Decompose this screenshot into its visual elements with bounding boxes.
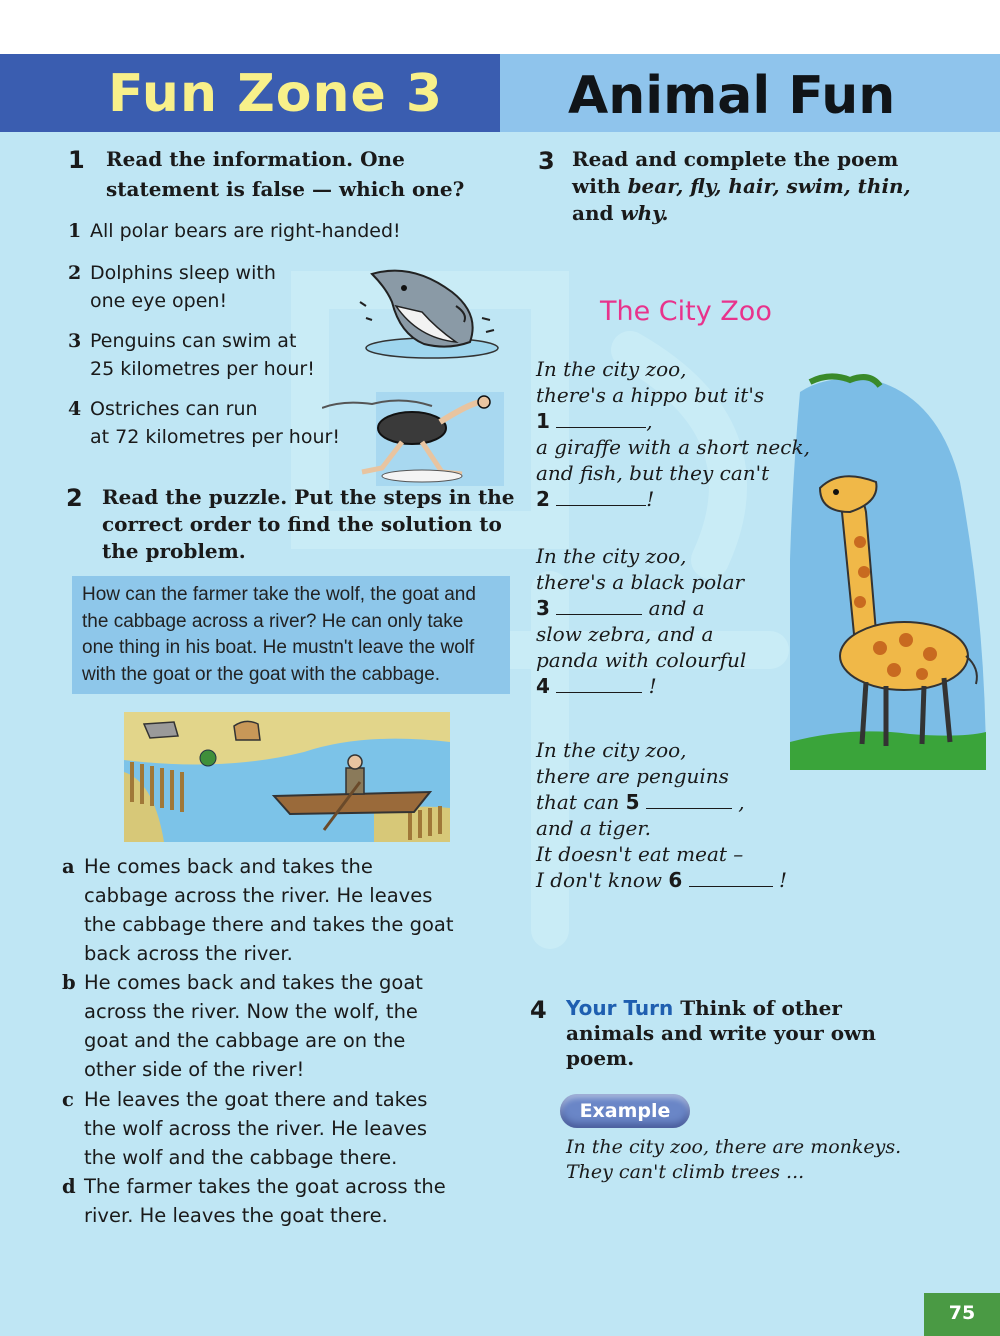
poem-blank-line: 1 , — [536, 409, 653, 433]
dolphin-illustration — [352, 262, 504, 362]
top-margin — [0, 0, 1000, 54]
exercise-1-instruction: Read the information. One statement is false — which one? — [106, 147, 465, 201]
puzzle-step-d: d The farmer takes the goat across the river. He leaves the goat there. — [62, 1175, 446, 1227]
exercise-4-instruction: Your Turn Think of other animals and write your own poem. — [566, 996, 876, 1070]
puzzle-step-a: a He comes back and takes the cabbage across the river. He leaves the cabbage there and takes the goat back across the river. — [62, 855, 454, 965]
poem-blank-line: that can 5 , — [536, 790, 745, 814]
unit-title: Fun Zone 3 — [108, 64, 444, 124]
puzzle-text-box: How can the farmer take the wolf, the goat and the cabbage across a river? He can only take one thing in his boat. He mustn't leave the wolf with the goat or the goat with the cabbage. — [72, 576, 510, 694]
poem-line: slow zebra, and a — [536, 622, 714, 646]
giraffe-illustration — [790, 372, 986, 770]
poem-line: In the city zoo, — [536, 357, 687, 381]
answer-blank-2[interactable] — [556, 487, 646, 506]
poem-line: In the city zoo, — [536, 738, 687, 762]
example-badge: Example — [560, 1094, 690, 1128]
answer-blank-5[interactable] — [646, 790, 732, 809]
exercise-4-number: 4 — [530, 996, 547, 1024]
exercise-2-instruction: Read the puzzle. Put the steps in the correct order to find the solution to the problem. — [102, 485, 515, 563]
poem-line: a giraffe with a short neck, — [536, 435, 810, 459]
poem-line: and fish, but they can't — [536, 461, 770, 485]
fact-item: 4 Ostriches can run at 72 kilometres per hour! — [68, 398, 340, 448]
exercise-3-number: 3 — [538, 147, 555, 175]
poem-line: there are penguins — [536, 764, 729, 788]
puzzle-step-c: c He leaves the goat there and takes the wolf across the river. He leaves the wolf and the cabbage there. — [62, 1088, 428, 1169]
answer-blank-3[interactable] — [556, 596, 642, 615]
exercise-1-number: 1 — [68, 146, 85, 174]
poem-line: In the city zoo, — [536, 544, 687, 568]
poem-blank-line: I don't know 6 ! — [536, 868, 788, 892]
example-line: They can't climb trees ... — [566, 1161, 805, 1183]
poem-line: panda with colourful — [536, 648, 747, 672]
poem-blank-line: 2 ! — [536, 487, 655, 511]
answer-blank-6[interactable] — [689, 868, 773, 887]
your-turn-label: Your Turn — [566, 996, 674, 1020]
poem-line: It doesn't eat meat – — [536, 842, 744, 866]
puzzle-step-b: b He comes back and takes the goat across the river. Now the wolf, the goat and the cabbage are on the other side of the river! — [62, 971, 423, 1081]
answer-blank-4[interactable] — [556, 674, 642, 693]
poem-blank-line: 4 ! — [536, 674, 657, 698]
answer-blank-1[interactable] — [556, 409, 646, 428]
poem-line: there's a hippo but it's — [536, 383, 765, 407]
fact-item: 3 Penguins can swim at 25 kilometres per hour! — [68, 330, 315, 380]
exercise-3-instruction: Read and complete the poem with bear, fly, hair, swim, thin, and why. — [572, 147, 911, 225]
fact-item: 1 All polar bears are right-handed! — [68, 220, 401, 242]
page-title: Animal Fun — [568, 66, 896, 126]
exercise-2-number: 2 — [66, 484, 83, 512]
poem-title: The City Zoo — [600, 296, 772, 327]
fact-item: 2 Dolphins sleep with one eye open! — [68, 262, 276, 312]
ostrich-illustration — [322, 392, 504, 486]
poem-blank-line: 3 and a — [536, 596, 705, 620]
poem-line: and a tiger. — [536, 816, 652, 840]
example-line: In the city zoo, there are monkeys. — [566, 1136, 902, 1158]
farmer-boat-illustration — [124, 712, 450, 842]
page-number: 75 — [924, 1293, 1000, 1336]
poem-line: there's a black polar — [536, 570, 745, 594]
